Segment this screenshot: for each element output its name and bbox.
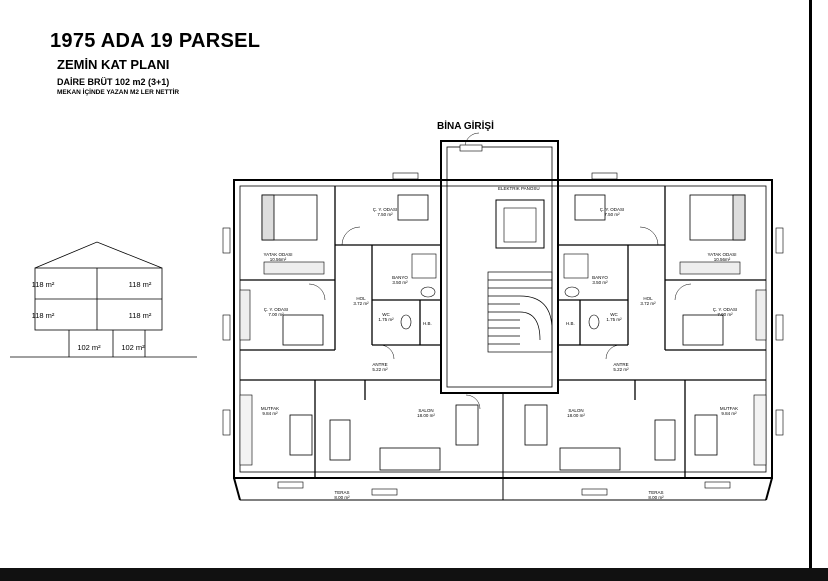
section-cell: 118 m² [128, 280, 152, 289]
section-cell: 102 m² [121, 343, 145, 352]
section-cell: 118 m² [31, 311, 55, 320]
room-label: HOL 3.72 m² [640, 296, 656, 306]
net-area-note: MEKAN İÇİNDE YAZAN M2 LER NETTİR [57, 89, 180, 96]
room-label: YATAK ODASI 10.56m² [263, 252, 293, 262]
section-cell: 118 m² [31, 280, 55, 289]
room-label: SALON 18.00 m² [567, 408, 585, 418]
building-entrance-label: BİNA GİRİŞİ [437, 121, 494, 132]
gross-area: DAİRE BRÜT 102 m2 (3+1) [57, 77, 170, 87]
room-label: WC 1.75 m² [606, 312, 622, 322]
room-label: SALON 18.00 m² [417, 408, 435, 418]
room-label: HOL 3.72 m² [353, 296, 369, 306]
room-label: H.B. [566, 321, 575, 326]
room-label: WC 1.75 m² [378, 312, 394, 322]
building-section-diagram [10, 242, 197, 357]
room-label: MUTFAK 9.84 m² [260, 406, 280, 416]
section-cell: 118 m² [128, 311, 152, 320]
room-label: Ç. Y. ODASI 7.50 m² [599, 207, 625, 217]
room-label: Ç. Y. ODASI 7.50 m² [372, 207, 398, 217]
bath-fixtures [401, 254, 599, 329]
room-label: Ç. Y. ODASI 7.00 m² [712, 307, 738, 317]
room-label: TERAS 8.00 m² [648, 490, 664, 500]
plan-title: 1975 ADA 19 PARSEL [50, 30, 261, 52]
staircase [488, 272, 552, 352]
room-label: Ç. Y. ODASI 7.00 m² [263, 307, 289, 317]
room-label: BANYO 3.50 m² [592, 275, 608, 285]
room-label: ELEKTRİK PANOSU [498, 186, 540, 191]
room-label: ANTRE 5.22 m² [372, 362, 388, 372]
room-label: MUTFAK 9.84 m² [719, 406, 739, 416]
room-label: YATAK ODASI 10.56m² [707, 252, 737, 262]
plan-subtitle: ZEMİN KAT PLANI [57, 57, 170, 72]
elevator-shaft [496, 200, 544, 248]
room-label: H.B. [423, 321, 432, 326]
section-cell: 102 m² [77, 343, 101, 352]
room-label: TERAS 8.00 m² [334, 490, 350, 500]
room-label: BANYO 3.50 m² [392, 275, 408, 285]
room-label: ANTRE 5.22 m² [613, 362, 629, 372]
